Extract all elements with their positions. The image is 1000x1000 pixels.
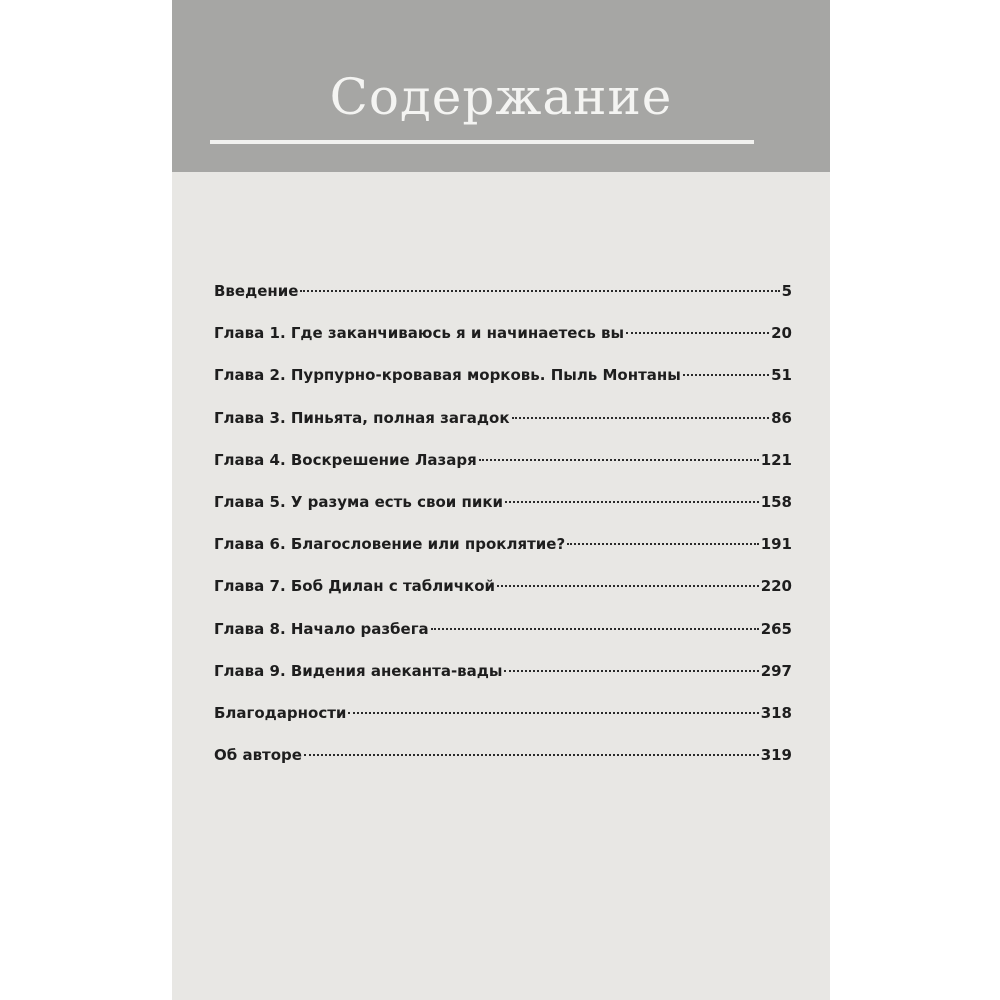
toc-entry-page: 20 xyxy=(771,324,792,343)
toc-dot-leader xyxy=(479,459,759,461)
toc-dot-leader xyxy=(348,712,758,714)
toc-entry-page: 5 xyxy=(781,282,792,300)
table-of-contents xyxy=(214,282,792,788)
toc-entry xyxy=(214,577,792,619)
toc-dot-leader xyxy=(567,543,759,545)
toc-entry-title: Глава 6. Благословение или проклятие? xyxy=(214,535,566,554)
page-title: Содержание xyxy=(329,68,673,126)
toc-entry-title: Благодарности xyxy=(214,703,347,722)
toc-dot-leader xyxy=(683,374,769,376)
toc-entry xyxy=(214,746,792,788)
toc-entry xyxy=(214,366,792,408)
toc-entry-title: Об авторе xyxy=(214,746,302,765)
toc-entry xyxy=(214,662,792,704)
toc-entry-page: 191 xyxy=(760,535,792,554)
toc-entry xyxy=(214,704,792,746)
toc-entry xyxy=(214,324,792,366)
toc-entry xyxy=(214,535,792,577)
toc-entry xyxy=(214,409,792,451)
toc-entry-page: 121 xyxy=(760,450,792,469)
book-page xyxy=(172,0,830,1000)
toc-dot-leader xyxy=(304,754,759,756)
toc-dot-leader xyxy=(431,628,759,630)
toc-entry-title: Глава 9. Видения анеканта-вады xyxy=(214,661,503,680)
toc-dot-leader xyxy=(497,585,759,587)
toc-entry-page: 158 xyxy=(760,492,792,511)
toc-entry-page: 220 xyxy=(760,577,792,596)
toc-entry xyxy=(214,451,792,493)
toc-entry-title: Введение xyxy=(214,282,299,300)
toc-entry-page: 297 xyxy=(760,661,792,680)
header-band xyxy=(172,0,830,172)
toc-dot-leader xyxy=(504,670,758,672)
title-underline xyxy=(210,140,754,144)
toc-entry-page: 319 xyxy=(760,746,792,765)
toc-dot-leader xyxy=(512,417,770,419)
toc-entry-page: 51 xyxy=(771,366,792,385)
toc-entry-title: Глава 2. Пурпурно-кровавая морковь. Пыль Монтаны xyxy=(214,366,681,385)
toc-entry-title: Глава 7. Боб Дилан с табличкой xyxy=(214,577,496,596)
toc-entry xyxy=(214,493,792,535)
toc-dot-leader xyxy=(300,290,779,292)
toc-entry xyxy=(214,282,792,324)
toc-entry-title: Глава 8. Начало разбега xyxy=(214,619,429,638)
toc-entry-title: Глава 3. Пиньята, полная загадок xyxy=(214,408,510,427)
toc-entry-title: Глава 5. У разума есть свои пики xyxy=(214,492,504,511)
toc-entry-title: Глава 4. Воскрешение Лазаря xyxy=(214,450,477,469)
toc-entry-page: 86 xyxy=(771,408,792,427)
toc-entry-page: 318 xyxy=(760,703,792,722)
toc-entry-page: 265 xyxy=(760,619,792,638)
toc-dot-leader xyxy=(626,332,769,334)
toc-dot-leader xyxy=(505,501,759,503)
toc-entry-title: Глава 1. Где заканчиваюсь я и начинаетесь вы xyxy=(214,324,625,343)
toc-entry xyxy=(214,620,792,662)
